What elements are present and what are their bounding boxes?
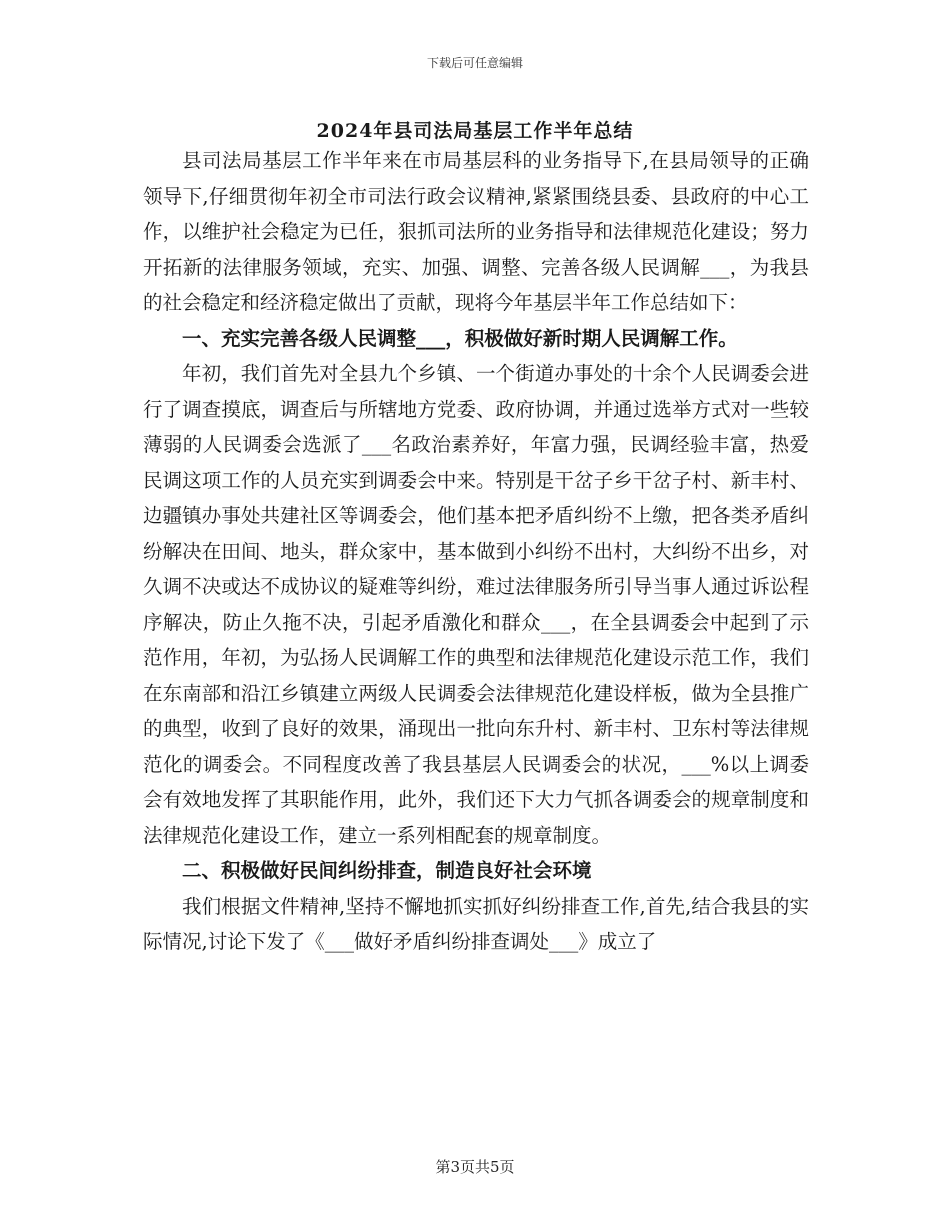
section-1-paragraph: 年初，我们首先对全县九个乡镇、一个街道办事处的十余个人民调委会进行了调查摸底，调查后与所辖地方党委、政府协调，并通过选举方式对一些较薄弱的人民调委会选派了___名政治素养好，年富力强，民调经验丰富，热爱民调这项工作的人员充实到调委会中来。特别是干岔子乡干岔子村、新丰村、边疆镇办事处共建社区等调委会，他们基本把矛盾纠纷不上缴，把各类矛盾纠纷解决在田间、地头，群众家中，基本做到小纠纷不出村，大纠纷不出乡，对久调不决或达不成协议的疑难等纠纷，难过法律服务所引导当事人通过诉讼程序解决，防止久拖不决，引起矛盾激化和群众___，在全县调委会中起到了示范作用，年初，为弘扬人民调解工作的典型和法律规范化建设示范工作，我们在东南部和沿江乡镇建立两级人民调委会法律规范化建设样板，做为全县推广的典型，收到了良好的效果，涌现出一批向东升村、新丰村、卫东村等法律规范化的调委会。不同程度改善了我县基层人民调委会的状况，___%以上调委会有效地发挥了其职能作用，此外，我们还下大力气抓各调委会的规章制度和法律规范化建设工作，建立一系列相配套的规章制度。: [143, 362, 809, 847]
intro-paragraph: 县司法局基层工作半年来在市局基层科的业务指导下,在县局领导的正确领导下,仔细贯彻年初全市司法行政会议精神,紧紧围绕县委、县政府的中心工作，以维护社会稳定为已任，狠抓司法所的业务指导和法律规范化建设；努力开拓新的法律服务领域，充实、加强、调整、完善各级人民调解___，为我县的社会稳定和经济稳定做出了贡献，现将今年基层半年工作总结如下：: [143, 149, 809, 314]
section-2-paragraph: 我们根据文件精神,坚持不懈地抓实抓好纠纷排查工作,首先,结合我县的实际情况,讨论下发了《___做好矛盾纠纷排查调处___》成立了: [143, 894, 809, 953]
document-body: [143, 143, 809, 960]
section-heading-1: 一、充实完善各级人民调整___，积极做好新时期人民调解工作。: [182, 326, 738, 350]
header-note: 下载后可任意编辑: [426, 56, 523, 70]
document-title: 2024年县司法局基层工作半年总结: [316, 120, 634, 142]
page-number: 第3页共5页: [435, 1158, 515, 1176]
section-heading-2: 二、积极做好民间纠纷排查，制造良好社会环境: [182, 859, 592, 882]
